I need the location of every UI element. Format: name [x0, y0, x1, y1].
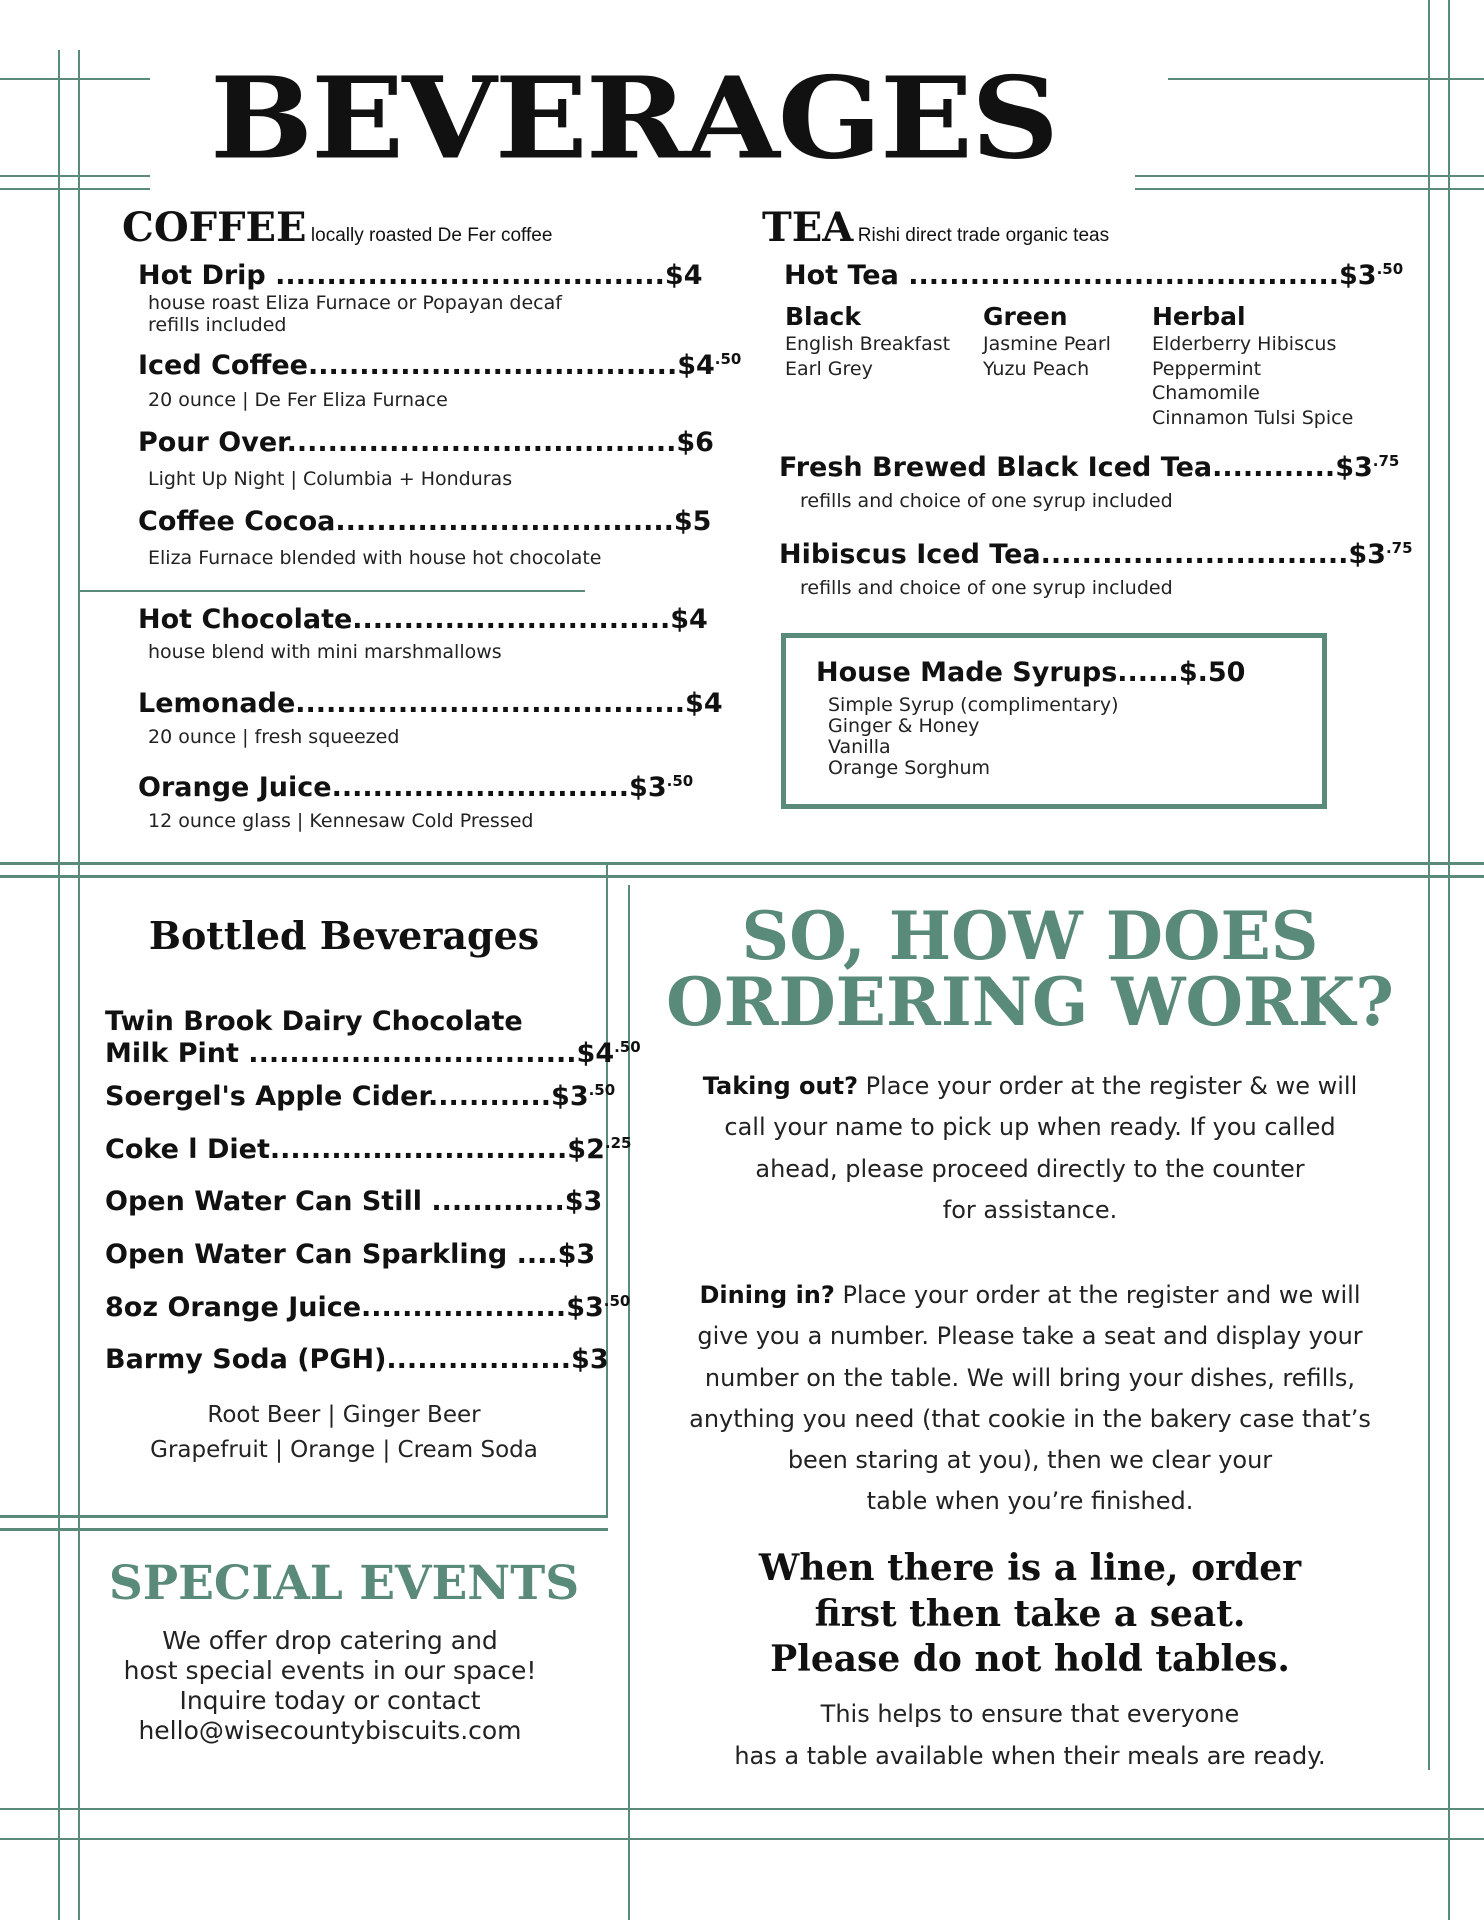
events-body: [80, 1626, 580, 1746]
line-warning: [640, 1546, 1420, 1683]
menu-item: [105, 1293, 630, 1323]
item-desc: Eliza Furnace blended with house hot chocolate: [148, 547, 602, 569]
menu-item: [138, 689, 723, 719]
frame-line: [80, 590, 585, 592]
item-desc: [148, 293, 562, 337]
ordering-heading-line: SO, HOW DOES: [741, 897, 1319, 975]
item-price: $4: [664, 260, 703, 291]
note-line: This helps to ensure that everyone: [820, 1700, 1240, 1728]
frame-line: [0, 1515, 608, 1518]
menu-item: [784, 261, 1403, 291]
item-price: $3: [1348, 539, 1386, 570]
item-price: $3: [557, 1239, 596, 1270]
coffee-header: [122, 204, 553, 251]
dine-line: anything you need (that cookie in the bakery case that’s: [689, 1404, 1371, 1433]
item-desc-line: house roast Eliza Furnace or Popayan decaf: [148, 292, 562, 314]
coffee-heading: COFFEE: [122, 204, 307, 251]
tea-column-black: [785, 302, 950, 381]
dine-in-text: [640, 1275, 1420, 1523]
syrup-item: Vanilla: [828, 735, 891, 758]
item-price: $3: [1339, 260, 1377, 291]
tea-column-herbal: [1152, 302, 1353, 431]
events-line: We offer drop catering and: [162, 1626, 498, 1655]
ordering-heading: [630, 897, 1430, 1041]
ordering-note: [640, 1693, 1420, 1777]
menu-item: [138, 351, 741, 381]
frame-line: [0, 1838, 1484, 1840]
item-desc: house blend with mini marshmallows: [148, 641, 502, 663]
item-name: Coffee Cocoa.................................: [138, 506, 674, 537]
item-name: Hot Drip ......................................: [138, 260, 665, 291]
item-desc-line: refills included: [148, 313, 287, 336]
dine-line: number on the table. We will bring your dishes, refills,: [704, 1363, 1356, 1392]
events-line: Inquire today or contact: [179, 1686, 481, 1715]
dine-line: Place your order at the register and we will: [834, 1281, 1361, 1309]
events-heading: SPECIAL EVENTS: [108, 1556, 580, 1611]
menu-item: [138, 261, 703, 291]
item-cents: .75: [1385, 539, 1413, 557]
takeout-line: Place your order at the register & we will: [858, 1072, 1358, 1100]
item-desc: refills and choice of one syrup included: [800, 490, 1173, 512]
item-price: $3: [1335, 452, 1373, 483]
takeout-line: call your name to pick up when ready. If you called: [724, 1113, 1336, 1142]
ordering-heading-line: ORDERING WORK?: [666, 963, 1394, 1041]
tea-variety: Chamomile: [1152, 382, 1260, 405]
item-price: $3: [564, 1186, 603, 1217]
frame-line: [0, 1528, 608, 1531]
item-name: Coke l Diet.............................: [105, 1134, 568, 1165]
item-cents: .25: [604, 1134, 632, 1152]
item-name: Lemonade......................................: [138, 688, 686, 719]
item-price: $4: [670, 604, 708, 635]
tea-variety: Earl Grey: [785, 357, 873, 380]
frame-line: [1428, 0, 1430, 1770]
item-name: Hot Tea ..........................................: [784, 260, 1340, 291]
item-name: Hibiscus Iced Tea..............................: [779, 539, 1349, 570]
takeout-label: Taking out?: [702, 1072, 858, 1100]
item-price: $4: [685, 688, 723, 719]
item-cents: .50: [603, 1292, 631, 1310]
item-cents: .50: [666, 772, 694, 790]
tea-column-label: Herbal: [1152, 302, 1246, 331]
frame-line: [1135, 188, 1484, 190]
item-desc: Light Up Night | Columbia + Honduras: [148, 468, 513, 490]
note-line: has a table available when their meals are ready.: [734, 1742, 1326, 1770]
menu-item: [105, 1082, 615, 1112]
frame-line: [0, 175, 150, 177]
tea-variety: Yuzu Peach: [983, 357, 1090, 380]
bottled-heading: Bottled Beverages: [148, 913, 540, 958]
syrup-item: Orange Sorghum: [828, 756, 991, 779]
item-cents: .50: [614, 1038, 641, 1057]
menu-item: [105, 1006, 641, 1071]
item-cents: .50: [714, 350, 742, 368]
frame-line: [0, 1808, 1484, 1810]
frame-line: [1168, 78, 1484, 80]
item-name: Twin Brook Dairy Chocolate: [105, 1006, 523, 1037]
menu-item: [105, 1345, 609, 1375]
tea-variety: Cinnamon Tulsi Spice: [1152, 407, 1354, 430]
menu-item: [138, 428, 714, 458]
soda-flavors: [80, 1398, 608, 1467]
item-name: Open Water Can Still .............: [105, 1186, 565, 1217]
item-name: Milk Pint ................................: [105, 1038, 577, 1070]
frame-line: [0, 862, 1484, 865]
menu-item: [138, 773, 693, 803]
item-desc: 12 ounce glass | Kennesaw Cold Pressed: [148, 810, 534, 832]
events-line: hello@wisecountybiscuits.com: [138, 1716, 522, 1745]
tea-variety: Peppermint: [1152, 357, 1262, 380]
item-name: 8oz Orange Juice....................: [105, 1292, 567, 1323]
coffee-subtitle: locally roasted De Fer coffee: [310, 225, 553, 246]
dine-line: been staring at you), then we clear your: [787, 1446, 1273, 1475]
frame-line: [1135, 175, 1484, 177]
menu-item: [779, 540, 1413, 570]
menu-item: [138, 605, 708, 635]
item-price: $3: [566, 1292, 604, 1323]
frame-line: [0, 78, 150, 80]
frame-line: [0, 188, 150, 190]
item-desc: 20 ounce | De Fer Eliza Furnace: [148, 389, 448, 411]
warning-line: When there is a line, order: [758, 1547, 1302, 1589]
item-price: $3: [571, 1344, 609, 1375]
item-name: Open Water Can Sparkling ....: [105, 1239, 558, 1270]
item-price: $2: [567, 1134, 605, 1165]
menu-item: [105, 1240, 595, 1270]
item-cents: .50: [588, 1081, 616, 1099]
item-name: Barmy Soda (PGH)..................: [105, 1344, 572, 1375]
tea-column-label: Black: [785, 302, 861, 331]
takeout-line: for assistance.: [942, 1195, 1118, 1224]
tea-variety: Elderberry Hibiscus: [1152, 333, 1337, 355]
syrup-item: Simple Syrup (complimentary): [828, 694, 1119, 716]
warning-line: Please do not hold tables.: [770, 1638, 1290, 1681]
item-price: $5: [673, 506, 712, 537]
tea-column-label: Green: [983, 302, 1068, 331]
takeout-line: ahead, please proceed directly to the counter: [755, 1154, 1305, 1183]
menu-item: [105, 1135, 631, 1165]
frame-line: [1448, 0, 1450, 1920]
soda-flavors-line: Grapefruit | Orange | Cream Soda: [150, 1436, 538, 1463]
syrup-item: Ginger & Honey: [828, 714, 980, 737]
syrups-header: [816, 658, 1245, 688]
takeout-text: [640, 1066, 1420, 1231]
tea-subtitle: Rishi direct trade organic teas: [857, 225, 1110, 246]
tea-variety: Jasmine Pearl: [983, 333, 1111, 355]
item-price: $.50: [1178, 657, 1246, 688]
item-name: Orange Juice.............................: [138, 772, 630, 803]
page-title: BEVERAGES: [210, 51, 1058, 185]
frame-line: [0, 875, 1484, 878]
item-name: Soergel's Apple Cider............: [105, 1081, 552, 1112]
item-price: $3: [551, 1081, 589, 1112]
frame-line: [58, 50, 60, 1920]
item-cents: .75: [1372, 452, 1400, 470]
item-name: Fresh Brewed Black Iced Tea............: [779, 452, 1336, 483]
dine-label: Dining in?: [699, 1281, 835, 1309]
soda-flavors-line: Root Beer | Ginger Beer: [207, 1402, 481, 1428]
menu-item: [105, 1187, 602, 1217]
tea-heading: TEA: [762, 204, 854, 251]
menu-item: [779, 453, 1399, 483]
item-name: House Made Syrups......: [816, 657, 1179, 688]
item-price: $4: [677, 350, 715, 381]
item-desc: refills and choice of one syrup included: [800, 577, 1173, 599]
menu-item: [138, 507, 711, 537]
dine-line: give you a number. Please take a seat and display your: [697, 1322, 1363, 1351]
item-name: Hot Chocolate...............................: [138, 604, 671, 635]
tea-header: [762, 204, 1110, 251]
item-price: $4: [576, 1038, 615, 1070]
dine-line: table when you’re finished.: [866, 1487, 1194, 1516]
item-cents: .50: [1376, 260, 1404, 278]
tea-variety: English Breakfast: [785, 333, 951, 355]
warning-line: first then take a seat.: [814, 1592, 1246, 1635]
item-name: Iced Coffee....................................: [138, 350, 678, 381]
item-price: $6: [676, 427, 714, 458]
syrups-list: [828, 695, 1119, 779]
item-name: Pour Over......................................: [138, 427, 677, 458]
tea-column-green: [983, 302, 1111, 381]
events-line: host special events in our space!: [123, 1656, 537, 1685]
item-desc: 20 ounce | fresh squeezed: [148, 726, 400, 748]
item-price: $3: [629, 772, 667, 803]
